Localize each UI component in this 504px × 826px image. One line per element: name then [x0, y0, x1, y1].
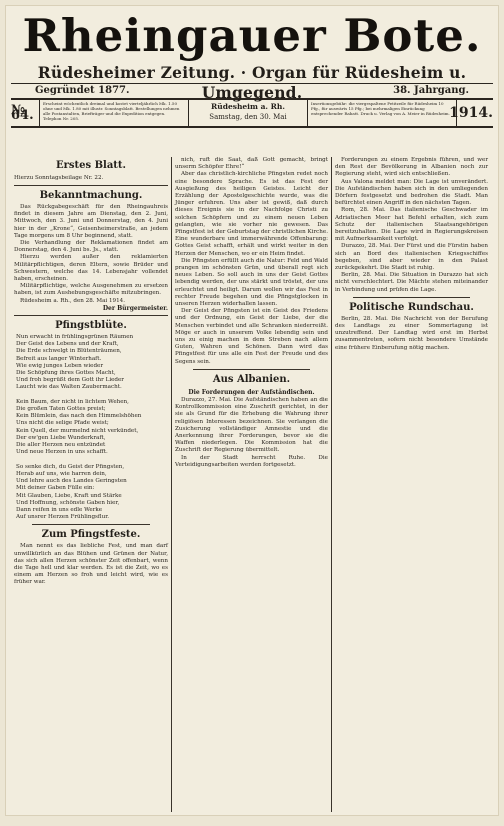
paragraph: Berlin, 28. Mai. Die Nachricht von der Berufung des Landtags zu einer Sommertagung ist unzutreffend. Der Landtag wird erst im Herbst zusammentreten, sofern nicht besondere Umstände eine frühere Einberufung nötig machen. — [335, 315, 488, 351]
paragraph: Forderungen zu einem Ergebnis führen, und wer den Rest der Bevölkerung in Albanien noch zur Regierung steht, wird sich entschließen. — [335, 157, 488, 178]
advertising-info: Insertionsgebühr: die viergespaltene Petitzeile für Rüdesheim 10 Pfg., für auswärts 15 Pfg.; bei mehrmaligen Einrückung entsprechender Rabatt. Druck u. Verlag von A. Meier in Rüdesheim. — [307, 100, 456, 126]
divider — [11, 126, 493, 128]
founded-year: Gegründet 1877. — [35, 85, 130, 96]
divider — [14, 315, 168, 316]
paragraph: In der Stadt herrscht Ruhe. Die Verteidigungsarbeiten werden fortgesetzt. — [175, 454, 328, 468]
article-heading: Aus Albanien. — [212, 373, 291, 385]
paragraph: Durazzo, 27. Mai. Die Aufständischen haben an die Kontrollkommission eine Zuschrift gerichtet, in der sie als Grund für die Erhebung die Wahrung ihrer religiösen Interessen bezeichnen. Sie verlangen die Zusicherung vollständiger Amnestie und die Anerkennung ihrer Forderungen, bevor sie die Waffen niederlegen. Die Kommission hat die Zuschrift der Regierung übermittelt. — [175, 396, 328, 454]
paragraph: Aber das christlich-kirchliche Pfingsten redet noch eine besondere Sprache. Es ist das Fest der Ausgießung des heiligen Geistes. Leicht der Erzählung der Apostelgeschichte wurde, was die Jünger erfuhren. Uns aber ist gewiß, daß durch dieses Ereignis sie in der Nachfolge Christi zu solchen Schöpfern und zu einem neuen Leben gelangten, wie sie vorher nie gewesen. Das Pfingstfest ist der Geburtstag der christlichen Kirche. Eine wunderbare und immerwährende Offenbarung: Gottes Geist schafft, erhält und wirkt weiter in den Herzen der Menschen, wo er ein Heim findet. — [175, 171, 328, 257]
paragraph: Hierzu werden außer den reklamierten Militärpflichtigen, deren Eltern, sowie Brüder und Schwestern, welche das 14. Lebensjahr vollendet haben, erscheinen. — [14, 254, 168, 283]
issue-year: 1914. — [456, 100, 493, 126]
paragraph: Der Geist der Pfingsten ist ein Geist des Friedens und der Ordnung, ein Geist der Liebe, der die Menschen verbindet und alle Schranken niederreißt. Möge er auch in unserem Volke lebendig sein und uns zu einig machen in dem Streben nach allem Guten, Wahren und Schönen. Dann wird das Pfingstfest für uns alle ein Fest der Freude und des Segens sein. — [175, 308, 328, 365]
subscription-info: Erscheint wöchentlich dreimal und kostet vierteljährlich Mk. 1.50 ohne und Mk. 1.80 mit illustr. Sonntagsblatt. Bestellungen nehmen alle Postanstalten, Briefträger und die Expedition entgegen. Telephon Nr. 205. — [39, 100, 188, 126]
divider — [193, 369, 310, 370]
article-columns — [11, 157, 493, 812]
paragraph: Rom, 28. Mai. Das italienische Geschwader im Adriatischen Meer hat Befehl erhalten, sich zum Schutz der italienischen Staatsangehörigen bereitzuhalten. Die Lage wird in Regierungskreisen mit Aufmerksamkeit verfolgt. — [335, 207, 488, 243]
paragraph: Aus Valona meldet man: Die Lage ist unverändert. Die Aufständischen haben sich in den umliegenden Dörfern festgesetzt und bedrohen die Stadt. Man befürchtet einen Angriff in den nächsten Tagen. — [335, 178, 488, 207]
paragraph: Durazzo, 28. Mai. Der Fürst und die Fürstin haben sich an Bord des italienischen Kriegsschiffes begeben, sind aber wieder in den Palast zurückgekehrt. Die Stadt ist ruhig. — [335, 243, 488, 272]
paragraph: Man nennt es das liebliche Fest, und man darf unwillkürlich an das Blühen und Grünen der Natur, das sich allen Herzen schönster Zeit offenbart, wenn die Tage hell und klar werden. Es ist die Zeit, wo es einem am Herzen so froh und leicht wird, wie es früher war. — [14, 543, 168, 586]
paragraph: Die Pfingsten erfüllt auch die Natur: Feld und Wald prangen im schönsten Grün, und überall regt sich neues Leben. So soll auch in uns der Geist Gottes lebendig werden, der uns stärkt und tröstet, der uns erleuchtet und heiligt. Darum wollen wir das Fest in rechter Freude begehen und die Pfingstglocken in unseren Herzen widerhallen lassen. — [175, 257, 328, 308]
article-heading: Politische Rundschau. — [349, 301, 474, 313]
paragraph: Das Rückgabegeschäft für den Rheingauhreis findet in diesem Jahre am Dienstag, den 2. Juni, Mittwoch, den 3. Juni und Donnerstag, den 4. Juni hier in der „Krone“, Geisenheimerstraße, an jedem Tage morgens um 8 Uhr beginnend, statt. — [14, 204, 168, 239]
issue-info-bar — [11, 100, 493, 126]
column-3 — [331, 157, 491, 812]
column-2 — [171, 157, 331, 812]
volume-number: 38. Jahrgang. — [393, 85, 469, 96]
paragraph: Militärpflichtige, welche Ausgenehmen zu ersetzen haben, ist zum Aushebungsgeschäfte mitzubringen. — [14, 283, 168, 297]
paragraph: Die Verhandlung der Reklamationen findet am Donnerstag, den 4. Juni bs. Js., statt. — [14, 240, 168, 254]
column-1 — [11, 157, 171, 812]
divider — [353, 297, 470, 298]
issue-date-block — [188, 100, 307, 126]
poem-heading: Pfingstblüte. — [55, 320, 127, 332]
supplement-note: Hierzu Sonntagsbeilage Nr. 22. — [14, 175, 104, 181]
article-subheading: Die Forderungen der Aufständischen. — [188, 388, 315, 396]
paragraph: nich, ruft die Saat, daß Gott gemacht, bringt unserm Schöpfer Ehre!“ — [175, 157, 328, 171]
issue-date: Samstag, den 30. Mai — [209, 113, 287, 121]
divider — [14, 185, 168, 186]
article-heading: Zum Pfingstfeste. — [41, 529, 141, 541]
paragraph: Rüdesheim a. Rh., den 28. Mai 1914. — [20, 297, 125, 304]
newspaper-subtitle: Rüdesheimer Zeitung. · Organ für Rüdesheim u. Umgegend. — [37, 63, 467, 102]
announcement-heading: Bekanntmachung. — [39, 190, 143, 201]
issue-number: № 64. — [11, 103, 34, 123]
divider — [32, 524, 150, 525]
signature: Der Bürgermeister. — [102, 304, 168, 312]
issue-place: Rüdesheim a. Rh. — [211, 102, 285, 111]
paragraph: Berlin, 28. Mai. Die Situation in Durazzo hat sich nicht verschlechtert. Die Mächte stehen miteinander in Verbindung und prüfen die Lage. — [335, 272, 488, 293]
poem-text: Nun erwacht in frühlingsgrünen Räumen Der Geist des Lebens und der Kraft, Die Erde schwelgt in Blütenträumen, Befreit aus langer Winterhaft. Wie ewig junges Leben wieder Die Schöpfung ihres Gottes Macht, Und froh begrüßt dem Gott ihr Lieder Laucht wie das Walten Zaubermacht. Kein Baum, der nicht in lichtem Wehen, Die großen Taten Gottes preist; Kein Blümlein, das nach den Himmelshöhen Uns nicht die selige Pfade weist; Kein Quell, der murmelnd nicht verkündet, Der ew'gen Liebe Wunderkraft, Die aller Herzen neu entzündet Und neue Herzen in uns schafft. So senke dich, du Geist der Pfingsten, Herab auf uns, wie harren dein, Und lehre auch des Landes Geringsten Mit deiner Gaben Fülle ein: Mit Glauben, Liebe, Kraft und Stärke Und Hoffnung, schönste Gaben hier, Dann reifen in uns edle Werke Auf unsrer Herzen Frühlingsflur. — [16, 334, 142, 521]
newspaper-title: Rheingauer Bote. — [22, 9, 482, 62]
newspaper-page — [5, 5, 499, 816]
section-heading: Erstes Blatt. — [55, 160, 127, 171]
